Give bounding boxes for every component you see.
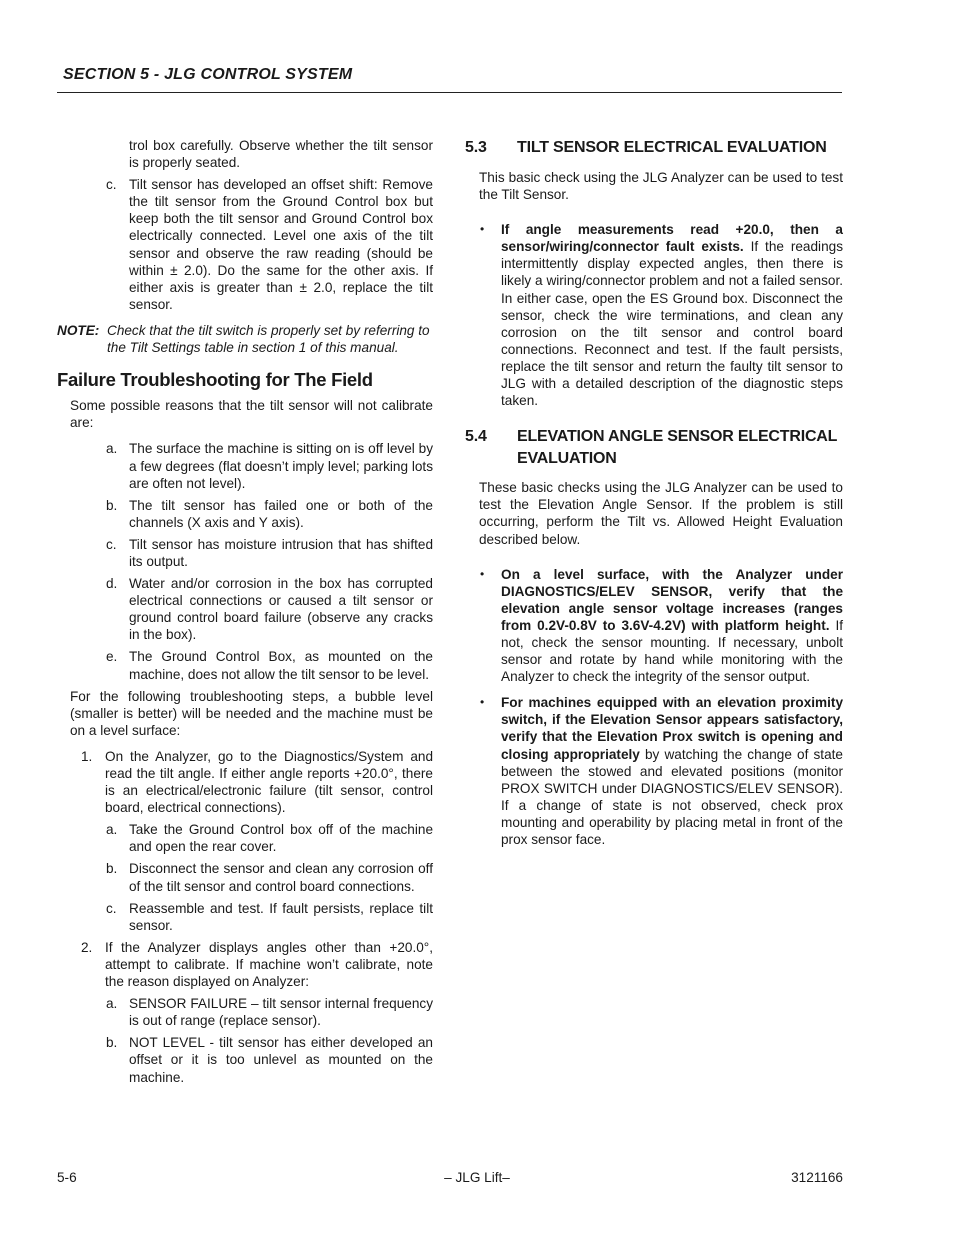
bullet-item: • On a level surface, with the Analyzer under DIAGNOSTICS/ELEV SENSOR, verify that the elevation angle sensor voltage increases (ranges from 0.2V-0.8V to 3.6V-4.2V) with platform height. If not, check the sensor mounting. If necessary, unbolt sensor and rotate by hand while monitoring with the Analyzer to check the integrity of the sensor output.	[465, 566, 843, 686]
bullet-item: • For machines equipped with an elevation proximity switch, if the Elevation Sensor appears satisfactory, verify that the Elevation Prox switch is opening and closing appropriately by watching the change of state between the stowed and elevated positions (monitor PROX SWITCH under DIAGNOSTICS/ELEV SENSOR). If a change of state is not observed, check prox mounting and operability by placing metal in front of the prox sensor face.	[465, 694, 843, 848]
left-column	[57, 137, 433, 1086]
right-column	[465, 137, 843, 848]
reason-item: a. The surface the machine is sitting on is off level by a few degrees (flat doesn’t imply level; parking lots are often not level).	[106, 441, 433, 491]
section-5-3-intro: This basic check using the JLG Analyzer can be used to test the Tilt Sensor.	[479, 170, 843, 203]
footer-center: – JLG Lift–	[444, 1170, 510, 1185]
note-text: Check that the tilt switch is properly set by referring to the Tilt Settings table in section 1 of this manual.	[107, 322, 430, 356]
reason-item: d. Water and/or corrosion in the box has corrupted electrical connections or caused a tilt sensor or ground control board failure (observe any cracks in the box).	[106, 576, 433, 643]
bullet-icon: •	[480, 566, 485, 581]
substep-item: c. Reassemble and test. If fault persists, replace tilt sensor.	[106, 900, 433, 933]
reason-item: e. The Ground Control Box, as mounted on the machine, does not allow the tilt sensor to be level.	[106, 649, 433, 682]
substep-item: a. Take the Ground Control box off of the machine and open the rear cover.	[106, 822, 433, 855]
bullet-icon: •	[480, 695, 485, 710]
document-number: 3121166	[791, 1170, 843, 1185]
steps-intro: For the following troubleshooting steps, a bubble level (smaller is better) will be needed and the machine must be on a level surface:	[70, 688, 433, 738]
section-title: SECTION 5 - JLG CONTROL SYSTEM	[63, 66, 353, 83]
step-item: 1. On the Analyzer, go to the Diagnostics/System and read the tilt angle. If either angle reports +20.0°, there is an electrical/electronic failure (tilt sensor, control board, electrical connections).	[81, 748, 433, 816]
continued-text: trol box carefully. Observe whether the tilt sensor is properly seated.	[129, 138, 433, 171]
intro-paragraph: Some possible reasons that the tilt sensor will not calibrate are:	[70, 398, 433, 431]
section-header	[57, 64, 842, 93]
page-number: 5-6	[57, 1170, 77, 1185]
substep-item: b. NOT LEVEL - tilt sensor has either developed an offset or it is too unlevel as mounted on the machine.	[106, 1035, 433, 1085]
note-label: NOTE:	[57, 322, 100, 338]
section-5-4-heading: 5.4 ELEVATION ANGLE SENSOR ELECTRICAL EVALUATION	[465, 428, 837, 468]
section-5-3-heading: 5.3 TILT SENSOR ELECTRICAL EVALUATION	[465, 139, 827, 156]
reason-item: c. Tilt sensor has moisture intrusion that has shifted its output.	[106, 536, 433, 569]
list-item: c. Tilt sensor has developed an offset shift: Remove the tilt sensor from the Ground Control box but keep both the tilt sensor and Ground Control box electrically connected. Level one axis of the tilt sensor and observe the raw reading (should be within ± 2.0). Do the same for the other axis. If either axis is greater than ± 2.0, replace the tilt sensor.	[106, 177, 433, 312]
bullet-item: • If angle measurements read +20.0, then a sensor/wiring/connector fault exists. If the readings intermittently display expected angles, then there is likely a wiring/connector problem and not a failed sensor. In either case, open the ES Ground box. Disconnect the sensor, check the wire terminations, and clean any corrosion on the tilt sensor and control board connections. Reconnect and test. If the fault persists, replace the tilt sensor and return the faulty tilt sensor to JLG with a detailed description of the diagnostic steps taken.	[465, 221, 843, 409]
substep-item: a. SENSOR FAILURE – tilt sensor internal frequency is out of range (replace sensor).	[106, 996, 433, 1029]
note	[57, 322, 433, 356]
step-item: 2. If the Analyzer displays angles other than +20.0°, attempt to calibrate. If machine won’t calibrate, note the reason displayed on Analyzer:	[81, 939, 433, 990]
reason-item: b. The tilt sensor has failed one or both of the channels (X axis and Y axis).	[106, 497, 433, 530]
section-5-4-intro: These basic checks using the JLG Analyzer can be used to test the Elevation Angle Sensor. If the problem is still occurring, perform the Tilt vs. Allowed Height Evaluation described below.	[479, 480, 843, 547]
bullet-icon: •	[480, 222, 485, 237]
field-heading: Failure Troubleshooting for The Field	[57, 369, 373, 391]
substep-item: b. Disconnect the sensor and clean any corrosion off of the tilt sensor and control board connections.	[106, 861, 433, 894]
